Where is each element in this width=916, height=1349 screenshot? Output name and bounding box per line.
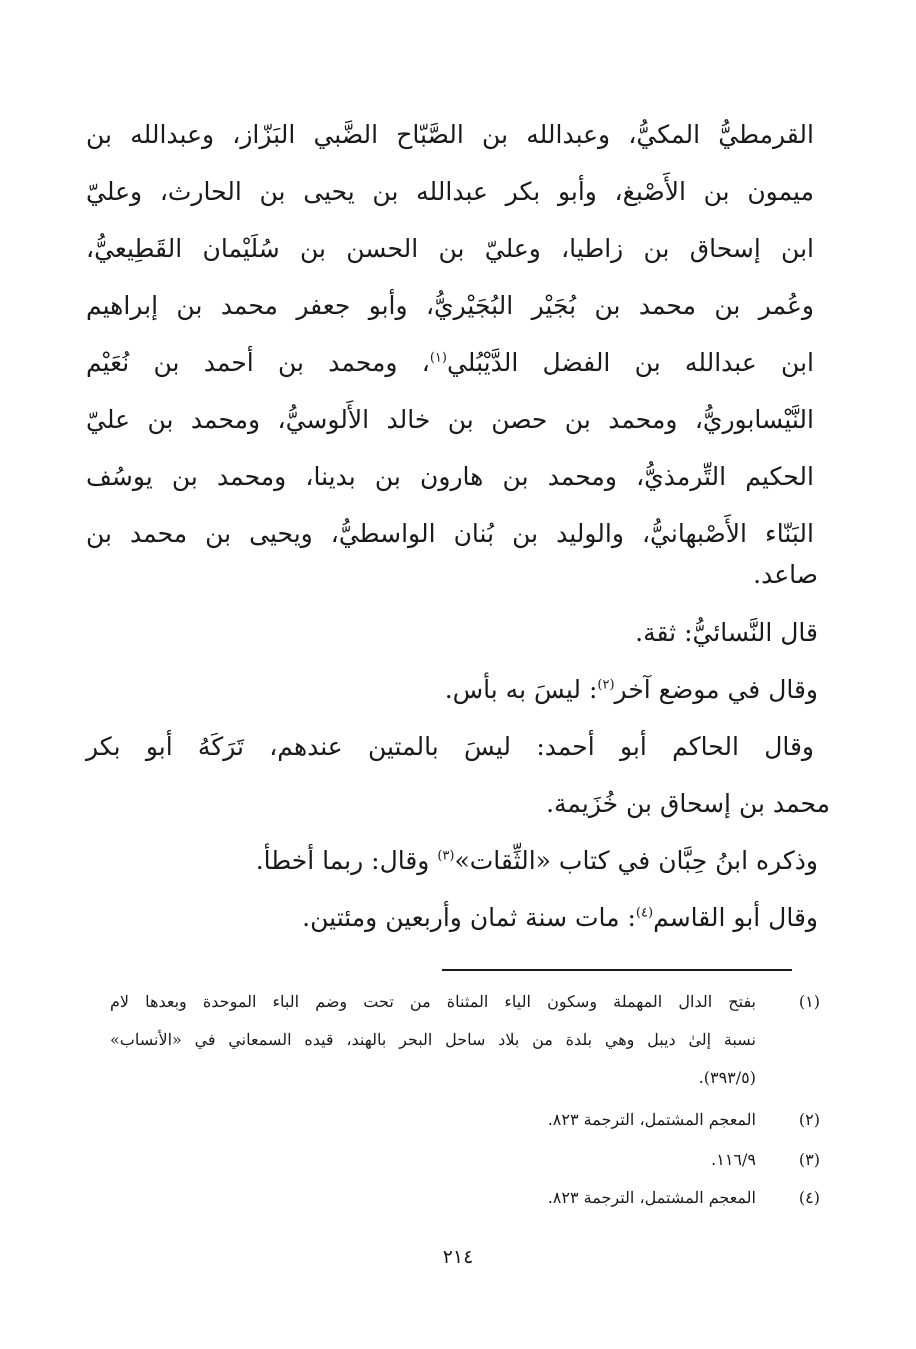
text-line-8: البَنّاء الأَصْبهانيُّ، والوليد بن بُنان الواسطيُّ، ويحيى بن محمد بن [86, 519, 814, 548]
footnote-1-line-2: نسبة إلىٰ ديبل وهي بلدة من بلاد ساحل البحر بالهند، قيده السمعاني في «الأنساب» [110, 1030, 756, 1049]
text-line-5-part-a: ابن عبدالله بن الفضل الدَّيْبُلي [446, 348, 814, 377]
footnote-2-number: (٢) [798, 1110, 820, 1129]
text-line-5 [86, 348, 814, 377]
paragraph-ibn-hibban [256, 846, 818, 875]
paragraph-nasai: قال النَّسائيُّ: ثقة. [635, 618, 818, 647]
paragraph-other-place-a: وقال في موضع آخر [614, 675, 818, 704]
paragraph-hakim-line-2: محمد بن إسحاق بن خُزَيمة. [546, 789, 830, 818]
text-line-4: وعُمر بن محمد بن بُجَيْر البُجَيْريُّ، وأبو جعفر محمد بن إبراهيم [86, 291, 814, 320]
paragraph-other-place [445, 675, 818, 704]
paragraph-abu-qasim-a: وقال أبو القاسم [653, 903, 818, 932]
paragraph-ibn-hibban-a: وذكره ابنُ حِبَّان في كتاب «الثِّقات» [454, 846, 818, 875]
text-line-9: صاعد. [753, 560, 818, 589]
text-line-6: النَّيْسابوريُّ، ومحمد بن حصن بن خالد الأَلوسيُّ، ومحمد بن عليّ [86, 405, 814, 434]
paragraph-other-place-b: : ليسَ به بأس. [444, 675, 598, 704]
footnote-2-text: المعجم المشتمل، الترجمة ٨٢٣. [547, 1110, 756, 1129]
footnote-mark-3: (٣) [437, 848, 455, 864]
footnote-1-line-3: (٣٩٣/٥). [698, 1068, 756, 1087]
page-number: ٢١٤ [442, 1246, 474, 1268]
text-line-1: القرمطيُّ المكيُّ، وعبدالله بن الصَّبّاح الضَّبي البَزّاز، وعبدالله بن [86, 120, 814, 149]
footnote-mark-2: (٢) [597, 677, 615, 693]
text-line-3: ابن إسحاق بن زاطيا، وعليّ بن الحسن بن سُلَيْمان القَطِيعيُّ، [86, 234, 814, 263]
footnote-4-text: المعجم المشتمل، الترجمة ٨٢٣. [547, 1188, 756, 1207]
text-line-5-part-b: ، ومحمد بن أحمد بن نُعَيْم [86, 348, 430, 377]
footnote-1-line-1: بفتح الدال المهملة وسكون الياء المثناة من تحت وضم الباء الموحدة وبعدها لام [110, 992, 756, 1011]
paragraph-abu-qasim [302, 903, 818, 932]
paragraph-hakim-line-1: وقال الحاكم أبو أحمد: ليسَ بالمتين عندهم، تَرَكَهُ أبو بكر [86, 732, 814, 761]
paragraph-abu-qasim-b: : مات سنة ثمان وأربعين ومئتين. [302, 903, 636, 932]
footnote-3-number: (٣) [798, 1150, 820, 1169]
footnote-mark-1: (١) [429, 350, 447, 366]
footnote-separator [442, 969, 792, 971]
footnote-4-number: (٤) [798, 1188, 820, 1207]
footnote-1-number: (١) [798, 992, 820, 1011]
text-line-7: الحكيم التِّرمذيُّ، ومحمد بن هارون بن بدينا، ومحمد بن يوسُف [86, 462, 814, 491]
paragraph-ibn-hibban-b: وقال: ربما أخطأ. [255, 846, 438, 875]
footnote-3-text: ١١٦/٩. [711, 1150, 756, 1169]
text-line-2: ميمون بن الأَصْبغ، وأبو بكر عبدالله بن يحيى بن الحارث، وعليّ [86, 177, 814, 206]
footnote-mark-4: (٤) [635, 905, 654, 921]
